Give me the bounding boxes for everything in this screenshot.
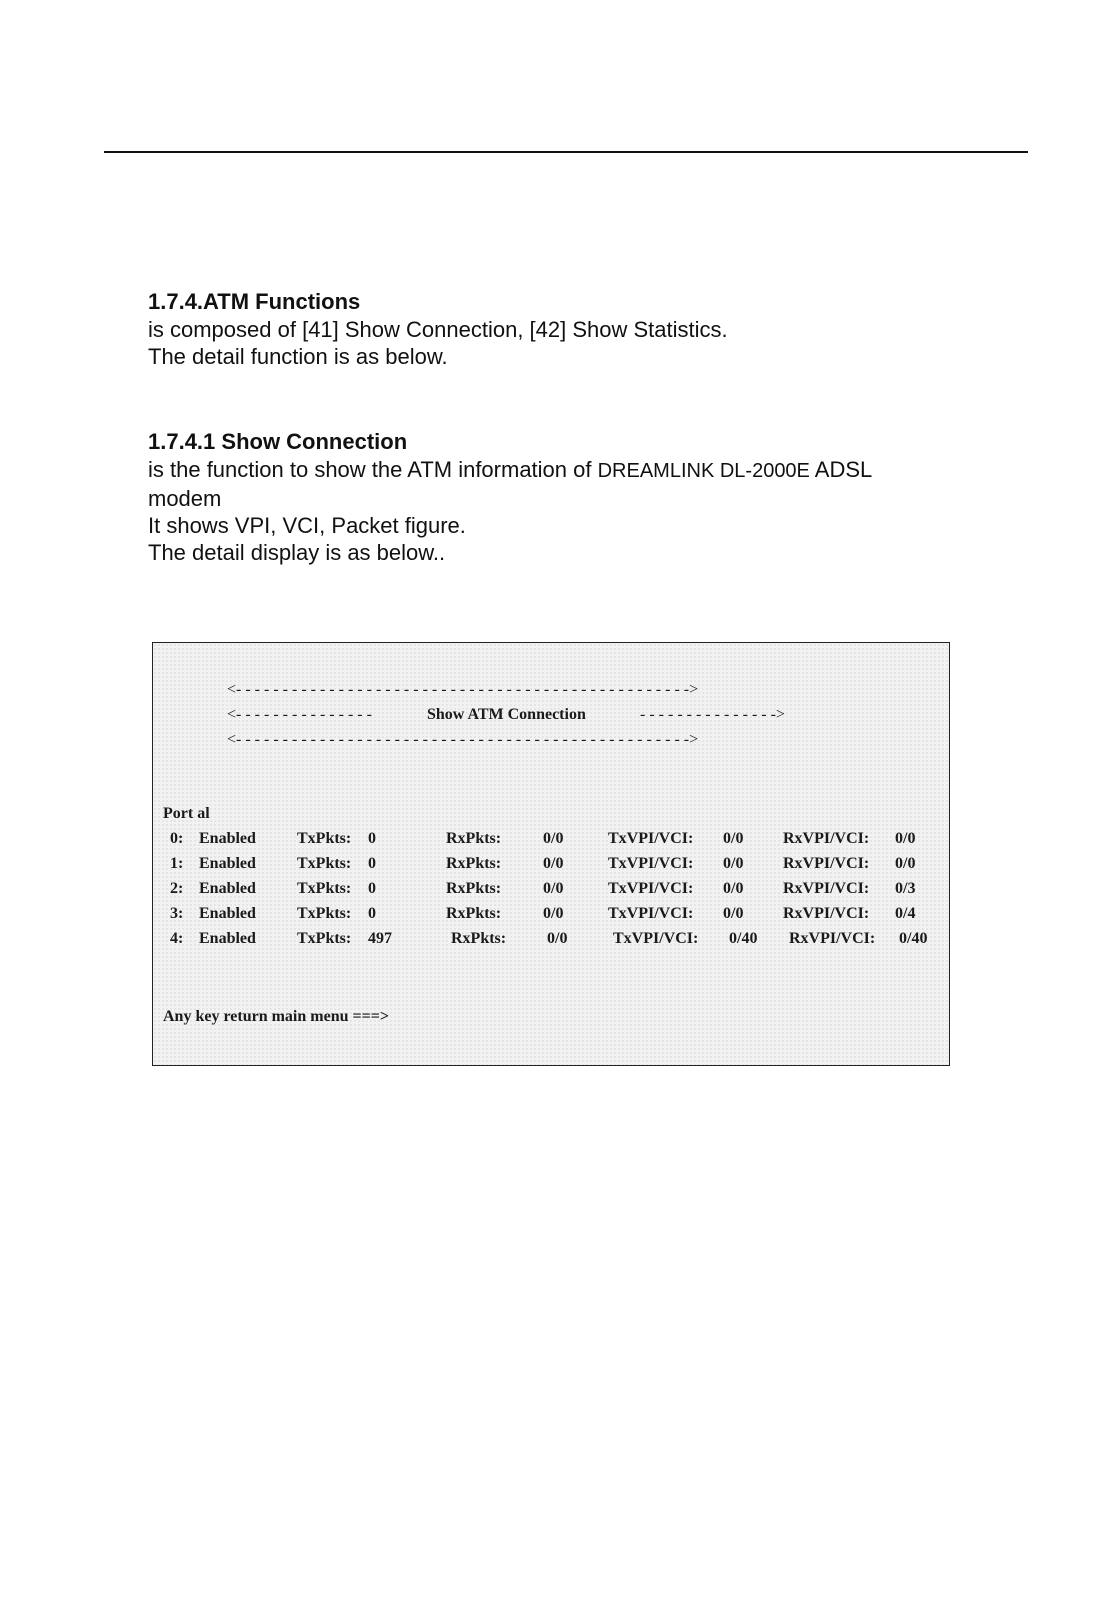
rx-pkts-value: 0/0 [547, 930, 568, 947]
section-heading: 1.7.4.ATM Functions [148, 289, 361, 314]
rx-vpi-vci-label: RxVPI/VCI: [789, 930, 876, 947]
rx-vpi-vci-label: RxVPI/VCI: [783, 880, 870, 897]
section-line: is composed of [41] Show Connection, [42] Show Statistics. [148, 317, 728, 342]
tx-pkts-label: TxPkts: [297, 855, 352, 872]
tx-pkts-label: TxPkts: [297, 830, 352, 847]
tx-vpi-vci-label: TxVPI/VCI: [608, 830, 694, 847]
rx-pkts-label: RxPkts: [451, 930, 507, 947]
rx-pkts-label: RxPkts: [446, 830, 502, 847]
tx-vpi-vci-label: TxVPI/VCI: [608, 855, 694, 872]
section-atm-functions [148, 288, 1048, 370]
subsection-line-text: is the function to show the ATM information of [148, 457, 598, 482]
port-index: 0: [170, 830, 184, 847]
port-index: 3: [170, 905, 184, 922]
rx-vpi-vci-label: RxVPI/VCI: [783, 855, 870, 872]
terminal-title-right: - - - - - - - - - - - - - - -> [640, 706, 785, 723]
product-name: DREAMLINK DL-2000E [597, 460, 810, 482]
tx-vpi-vci-value: 0/40 [729, 930, 758, 947]
terminal-title-left: <- - - - - - - - - - - - - - - [227, 706, 372, 723]
subsection-line-end: ADSL [809, 457, 873, 482]
tx-pkts-label: TxPkts: [297, 905, 352, 922]
tx-pkts-value: 0 [368, 905, 376, 922]
tx-vpi-vci-value: 0/0 [723, 830, 744, 847]
header-rule [104, 151, 1028, 153]
port-index: 4: [170, 930, 184, 947]
tx-pkts-label: TxPkts: [297, 930, 352, 947]
rx-vpi-vci-value: 0/0 [895, 830, 916, 847]
rx-vpi-vci-value: 0/4 [895, 905, 916, 922]
port-status: Enabled [199, 905, 256, 922]
tx-vpi-vci-value: 0/0 [723, 880, 744, 897]
port-index: 2: [170, 880, 184, 897]
terminal-title: Show ATM Connection [427, 706, 586, 723]
subsection-line: modem [148, 486, 222, 511]
tx-vpi-vci-value: 0/0 [723, 855, 744, 872]
tx-vpi-vci-label: TxVPI/VCI: [608, 905, 694, 922]
tx-vpi-vci-label: TxVPI/VCI: [608, 880, 694, 897]
port-status: Enabled [199, 855, 256, 872]
rx-vpi-vci-label: RxVPI/VCI: [783, 830, 870, 847]
subsection-line: The detail display is as below.. [148, 540, 446, 565]
tx-vpi-vci-value: 0/0 [723, 905, 744, 922]
rx-vpi-vci-value: 0/40 [899, 930, 928, 947]
subsection-line: It shows VPI, VCI, Packet figure. [148, 513, 466, 538]
subsection-heading: 1.7.4.1 Show Connection [148, 429, 408, 454]
rx-pkts-label: RxPkts: [446, 905, 502, 922]
port-status: Enabled [199, 930, 256, 947]
rx-vpi-vci-value: 0/3 [895, 880, 916, 897]
terminal-prompt[interactable]: Any key return main menu ===> [163, 1008, 389, 1025]
tx-pkts-value: 497 [368, 930, 392, 947]
rx-vpi-vci-label: RxVPI/VCI: [783, 905, 870, 922]
rx-pkts-value: 0/0 [543, 905, 564, 922]
rx-pkts-label: RxPkts: [446, 855, 502, 872]
terminal-screenshot [152, 642, 950, 1066]
rx-pkts-value: 0/0 [543, 855, 564, 872]
terminal-border-top: <- - - - - - - - - - - - - - - - - - - - - - - - - - - - - - - - - - - - - - - - - - - - - - - - -> [227, 681, 699, 698]
tx-vpi-vci-label: TxVPI/VCI: [613, 930, 699, 947]
port-index: 1: [170, 855, 184, 872]
rx-pkts-value: 0/0 [543, 880, 564, 897]
rx-pkts-label: RxPkts: [446, 880, 502, 897]
tx-pkts-value: 0 [368, 855, 376, 872]
terminal-border-bottom: <- - - - - - - - - - - - - - - - - - - - - - - - - - - - - - - - - - - - - - - - - - - - - - - - -> [227, 731, 699, 748]
port-header: Port al [163, 805, 210, 822]
tx-pkts-value: 0 [368, 880, 376, 897]
section-line: The detail function is as below. [148, 344, 448, 369]
port-status: Enabled [199, 880, 256, 897]
section-show-connection [148, 428, 1048, 566]
rx-vpi-vci-value: 0/0 [895, 855, 916, 872]
subsection-line [148, 456, 1048, 485]
tx-pkts-label: TxPkts: [297, 880, 352, 897]
port-status: Enabled [199, 830, 256, 847]
rx-pkts-value: 0/0 [543, 830, 564, 847]
tx-pkts-value: 0 [368, 830, 376, 847]
